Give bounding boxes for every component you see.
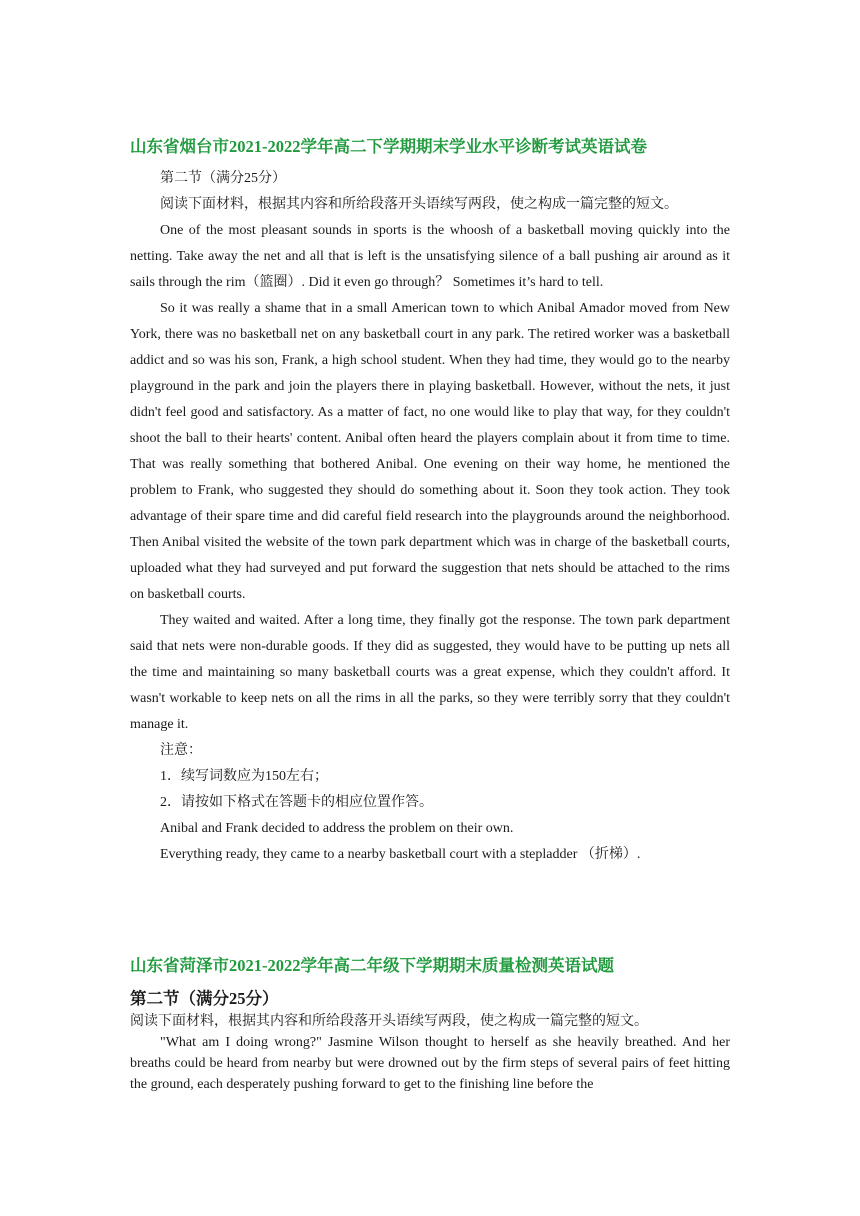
- section2-body: [130, 987, 730, 1095]
- section1-title: [130, 137, 730, 157]
- continuation-start-1: Anibal and Frank decided to address the problem on their own.: [160, 821, 514, 836]
- section1-body: [130, 166, 730, 868]
- note-item-1: 1．续写词数应为150左右；: [160, 769, 328, 784]
- passage2-paragraph-1: "What am I doing wrong?" Jasmine Wilson thought to herself as she heavily breathed. And her breaths could be heard from nearby but were drowned out by the firm steps of several pairs of feet hitting the ground, each desperately pushing forward to get to the finishing line before the: [130, 1035, 730, 1092]
- exam-title-yantai: 山东省烟台市2021-2022学年高二下学期期末学业水平诊断考试英语试卷: [130, 137, 647, 156]
- notes-label: 注意：: [160, 743, 202, 758]
- part-heading: 第二节（满分25分）: [160, 171, 286, 186]
- passage-paragraph-1: One of the most pleasant sounds in sports is the whoosh of a basketball moving quickly into the netting. Take away the net and all that is left is the unsatisfying silence of a ball pushing air around as it sails through the rim（篮圈）. Did it even go through？ Sometimes it’s hard to tell.: [130, 223, 730, 290]
- note-item-2: 2．请按如下格式在答题卡的相应位置作答。: [160, 795, 433, 810]
- passage-paragraph-2: So it was really a shame that in a small American town to which Anibal Amador moved from New York, there was no basketball net on any basketball court in any park. The retired worker was a basketball addict and so was his son, Frank, a high school student. When they had time, they would go to the nearby playground in the park and join the players there in playing basketball. However, without the nets, it just didn't feel good and satisfactory. As a matter of fact, no one would like to play that way, for they couldn't shoot the ball to their hearts' content. Anibal often heard the players complain about it from time to time. That was really something that bothered Anibal. One evening on their way home, he mentioned the problem to Frank, who suggested they should do something about it. Soon they took action. They took advantage of their spare time and did careful field research into the playgrounds around the neighborhood. Then Anibal visited the website of the town park department which was in charge of the basketball courts, uploaded what they had surveyed and put forward the suggestion that nets should be attached to the rims on basketball courts.: [130, 301, 730, 602]
- continuation-start-2: Everything ready, they came to a nearby basketball court with a stepladder （折梯）.: [160, 847, 641, 862]
- section2-title: [130, 956, 730, 976]
- instruction-text-2: 阅读下面材料，根据其内容和所给段落开头语续写两段，使之构成一篇完整的短文。: [130, 1014, 648, 1029]
- exam-title-heze: 山东省菏泽市2021-2022学年高二年级下学期期末质量检测英语试题: [130, 956, 614, 975]
- instruction-text: 阅读下面材料，根据其内容和所给段落开头语续写两段，使之构成一篇完整的短文。: [160, 197, 678, 212]
- part-heading-2: 第二节（满分25分）: [130, 989, 279, 1008]
- passage-paragraph-3: They waited and waited. After a long time, they finally got the response. The town park department said that nets were non-durable goods. If they did as suggested, they would have to be putting up nets all the time and maintaining so many basketball courts was a great expense, which they couldn't afford. It wasn't workable to keep nets on all the rims in all the parks, so they were terribly sorry that they couldn't manage it.: [130, 613, 730, 732]
